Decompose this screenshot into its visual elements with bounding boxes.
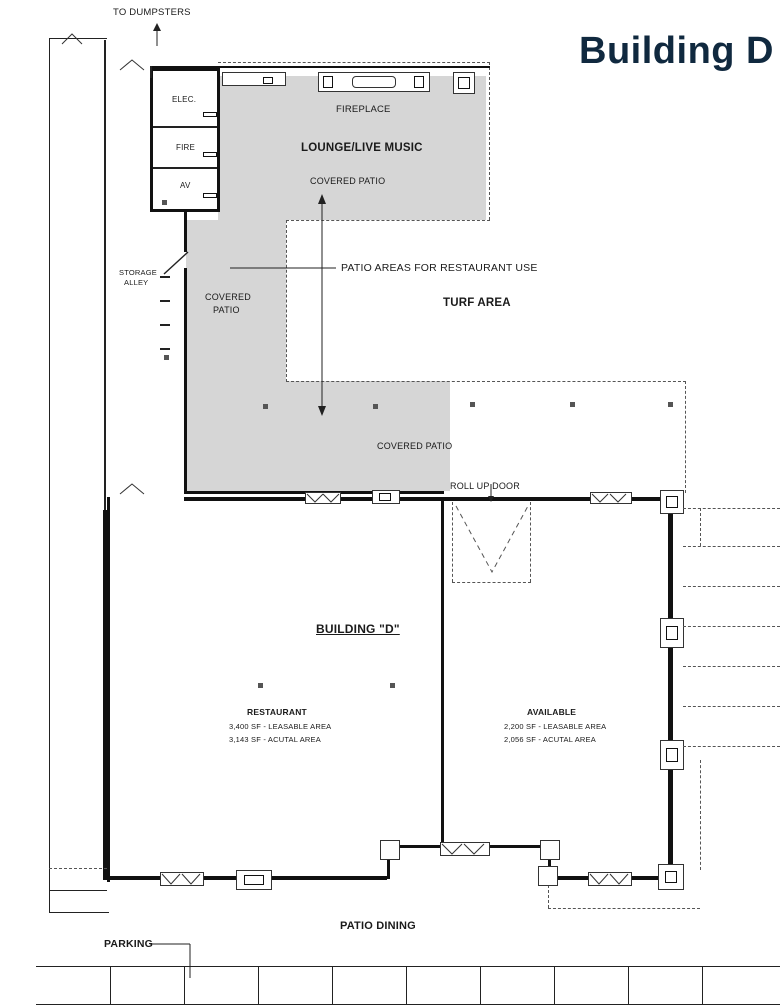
alley-tick-2 bbox=[160, 300, 170, 302]
col-b2 bbox=[390, 683, 395, 688]
east-dash-5 bbox=[683, 666, 780, 667]
suite-restaurant-actual: 3,143 SF - ACUTAL AREA bbox=[229, 735, 321, 744]
service-wall-top bbox=[150, 68, 220, 71]
label-roll-up-door: ROLL UP DOOR bbox=[450, 481, 520, 491]
page-title: Building D bbox=[579, 30, 774, 72]
north-wall bbox=[150, 66, 490, 68]
pier-se-inner bbox=[665, 871, 677, 883]
service-divider-2 bbox=[153, 167, 217, 169]
site-line-left-inner bbox=[104, 40, 106, 510]
pier-e-mid-inner bbox=[666, 626, 678, 640]
south-entry-2 bbox=[538, 866, 558, 886]
south-window-3-swing bbox=[588, 872, 632, 886]
roof-notch-service bbox=[118, 58, 158, 72]
east-dash-6 bbox=[683, 706, 780, 707]
parking-line-top bbox=[36, 966, 780, 967]
col-west-1 bbox=[162, 200, 167, 205]
col-west-2 bbox=[164, 355, 169, 360]
north-door-swing-c bbox=[590, 492, 632, 504]
site-dash-bottom-left bbox=[49, 868, 107, 869]
label-turf-area: TURF AREA bbox=[443, 297, 511, 309]
parking-div-5 bbox=[406, 966, 407, 1004]
south-entry-1-inner bbox=[244, 875, 264, 885]
label-parking: PARKING bbox=[104, 938, 154, 950]
west-wall-lower bbox=[184, 388, 187, 493]
suite-available-leasable: 2,200 SF - LEASABLE AREA bbox=[504, 722, 607, 731]
turf-boundary-right-upper bbox=[489, 62, 490, 220]
east-dash-8 bbox=[548, 908, 700, 909]
turf-boundary-top bbox=[218, 62, 490, 63]
label-storage-alley-1: STORAGE bbox=[119, 268, 157, 277]
pier-s-jog-2 bbox=[540, 840, 560, 860]
roof-notch-top bbox=[60, 32, 100, 46]
col-a1 bbox=[263, 404, 268, 409]
pier-ne-inner bbox=[666, 496, 678, 508]
east-dash-1 bbox=[683, 508, 780, 509]
parking-line-bottom bbox=[36, 1004, 780, 1005]
site-line-left-outer bbox=[49, 38, 50, 913]
service-door-elec bbox=[203, 112, 217, 117]
col-b1 bbox=[258, 683, 263, 688]
parking-leader bbox=[150, 938, 200, 980]
east-dash-2 bbox=[683, 546, 780, 547]
east-dash-v1 bbox=[700, 508, 701, 546]
label-elec: ELEC. bbox=[172, 95, 197, 104]
suite-restaurant-name: RESTAURANT bbox=[247, 707, 307, 717]
parking-div-4 bbox=[332, 966, 333, 1004]
east-dash-3 bbox=[683, 586, 780, 587]
rollup-bay-bottom bbox=[452, 582, 531, 583]
pier-e-low-inner bbox=[666, 748, 678, 762]
alley-tick-1 bbox=[160, 276, 170, 278]
east-dash-7 bbox=[683, 746, 780, 747]
label-fireplace: FIREPLACE bbox=[336, 104, 391, 115]
site-line-bottom bbox=[49, 912, 109, 913]
label-covered-patio-left-1: COVERED bbox=[205, 292, 251, 302]
parking-div-6 bbox=[480, 966, 481, 1004]
parking-div-1 bbox=[110, 966, 111, 1004]
suite-available-name: AVAILABLE bbox=[527, 707, 577, 717]
service-wall-right bbox=[217, 68, 220, 212]
pier-s-jog bbox=[380, 840, 400, 860]
label-fire: FIRE bbox=[176, 143, 196, 152]
east-dash-v2 bbox=[700, 760, 701, 870]
turf-boundary-lower bbox=[286, 381, 686, 382]
label-storage-alley-2: ALLEY bbox=[124, 278, 149, 287]
east-dash-4 bbox=[683, 626, 780, 627]
west-wall-mid bbox=[184, 268, 187, 388]
label-lounge-live-music: LOUNGE/LIVE MUSIC bbox=[301, 142, 423, 154]
col-a3 bbox=[470, 402, 475, 407]
site-line-bottom2 bbox=[49, 890, 107, 891]
service-door-av bbox=[203, 193, 217, 198]
north-door-swing-a bbox=[305, 492, 341, 504]
label-av: AV bbox=[180, 181, 191, 190]
suite-restaurant-leasable: 3,400 SF - LEASABLE AREA bbox=[229, 722, 332, 731]
alley-tick-4 bbox=[160, 348, 170, 350]
label-covered-patio-top: COVERED PATIO bbox=[310, 176, 386, 186]
building-west-wall bbox=[107, 497, 110, 882]
label-building-d: BUILDING "D" bbox=[316, 622, 400, 636]
north-window-left bbox=[222, 72, 286, 86]
turf-boundary-left-mid bbox=[286, 220, 287, 382]
north-pier-right-inner bbox=[458, 77, 470, 89]
demising-wall bbox=[441, 501, 444, 846]
label-patio-areas-note: PATIO AREAS FOR RESTAURANT USE bbox=[341, 262, 538, 274]
patio-south-notch bbox=[118, 482, 158, 496]
rollup-swing bbox=[452, 502, 532, 582]
fireplace-detail-right bbox=[414, 76, 424, 88]
col-a2 bbox=[373, 404, 378, 409]
suite-available-actual: 2,056 SF - ACUTAL AREA bbox=[504, 735, 596, 744]
label-patio-dining: PATIO DINING bbox=[340, 920, 416, 932]
north-door-b-inner bbox=[379, 493, 391, 501]
to-dumpsters-arrow bbox=[150, 22, 164, 46]
col-a4 bbox=[570, 402, 575, 407]
alley-tick-3 bbox=[160, 324, 170, 326]
fireplace-detail-left bbox=[323, 76, 333, 88]
turf-boundary-right-lower bbox=[685, 381, 686, 493]
parking-div-9 bbox=[702, 966, 703, 1004]
service-divider-1 bbox=[153, 126, 217, 128]
fireplace-firebox bbox=[352, 76, 396, 88]
alley-angle-line bbox=[160, 250, 190, 276]
label-to-dumpsters: TO DUMPSTERS bbox=[113, 7, 191, 18]
label-covered-patio-left-2: PATIO bbox=[213, 305, 240, 315]
parking-div-8 bbox=[628, 966, 629, 1004]
service-wall-left bbox=[150, 68, 153, 212]
parking-div-3 bbox=[258, 966, 259, 1004]
north-window-left-mark bbox=[263, 77, 273, 84]
building-east-wall bbox=[668, 497, 673, 887]
south-window-1-swing bbox=[160, 872, 204, 886]
col-a5 bbox=[668, 402, 673, 407]
patio-note-leader-up bbox=[312, 192, 332, 270]
west-wall-upper bbox=[184, 212, 187, 252]
south-window-2-swing bbox=[440, 842, 490, 856]
parking-div-7 bbox=[554, 966, 555, 1004]
patio-note-leader-down bbox=[312, 268, 332, 418]
label-covered-patio-mid: COVERED PATIO bbox=[377, 441, 453, 451]
service-door-fire bbox=[203, 152, 217, 157]
